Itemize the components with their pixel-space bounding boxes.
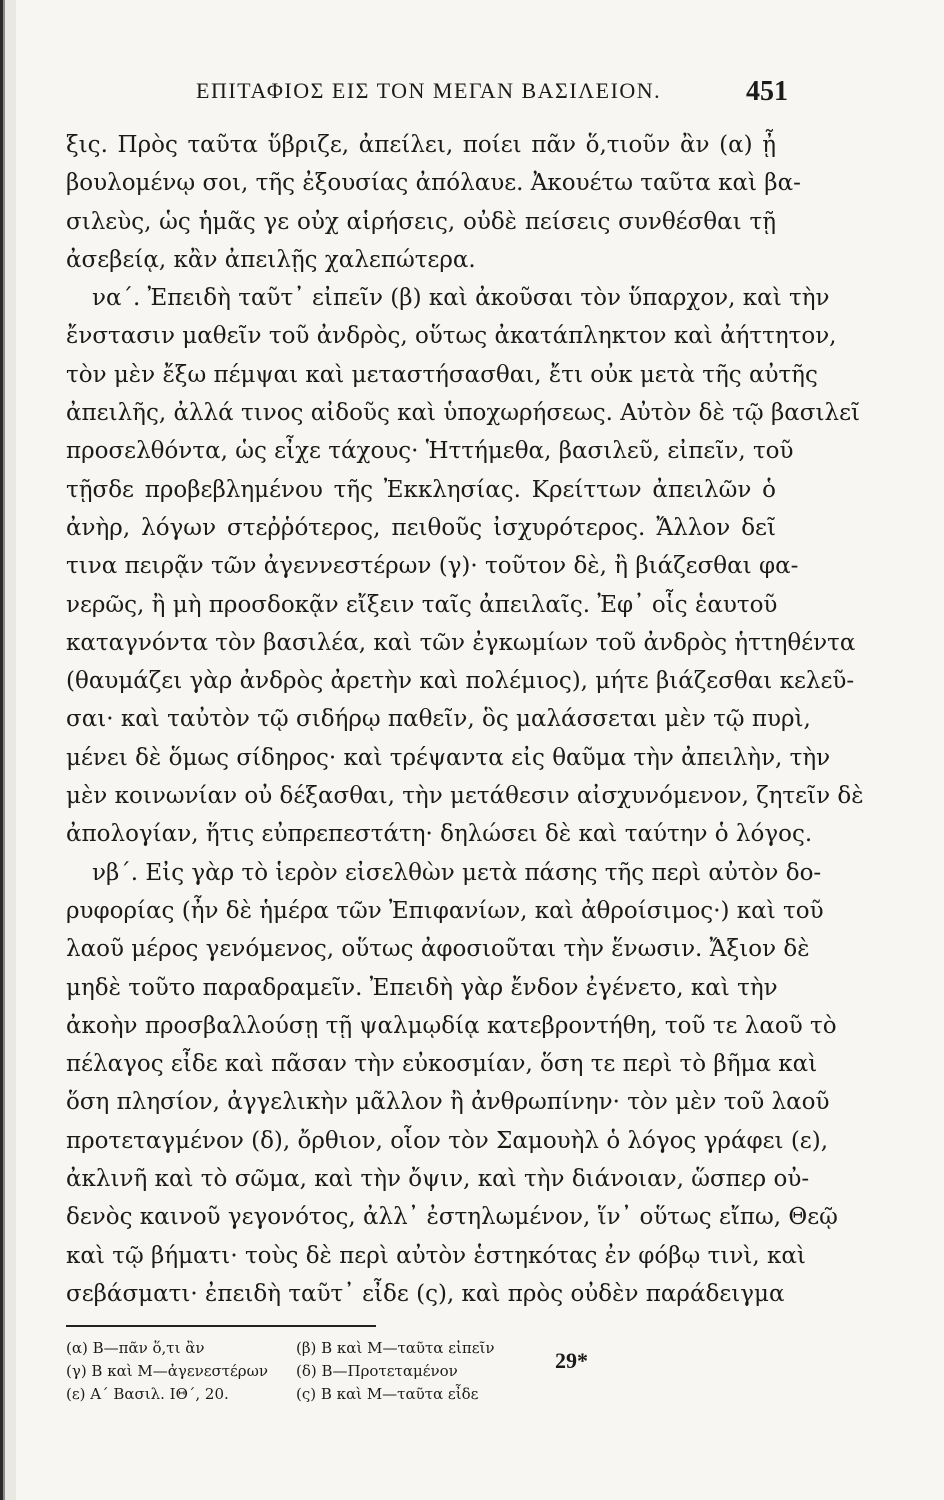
- text-line: τὸν μὲν ἔξω πέμψαι καὶ μεταστήσασθαι, ἔτι οὐκ μετὰ τῆς αὐτῆς: [66, 361, 818, 388]
- text-line: ρυφορίας (ἦν δὲ ἡμέρα τῶν Ἐπιφανίων, καὶ ἀθροίσιμος·) καὶ τοῦ: [66, 897, 824, 924]
- footnote-row: [66, 1360, 776, 1383]
- text-line: ἀσεβείᾳ, κἂν ἀπειλῇς χαλεπώτερα.: [66, 246, 476, 273]
- footnote: (δ) Β—Προτεταμένον: [296, 1362, 458, 1381]
- text-line: σεβάσματι· ἐπειδὴ ταῦτ᾽ εἶδε (ς), καὶ πρὸς οὐδὲν παράδειγμα: [66, 1280, 785, 1307]
- text-line: προσελθόντα, ὡς εἶχε τάχους· Ἡττήμεθα, βασιλεῦ, εἰπεῖν, τοῦ: [66, 438, 794, 465]
- text-line: σιλεὺς, ὡς ἡμᾶς γε οὐχ αἱρήσεις, οὐδὲ πείσεις συνθέσθαι τῇ: [66, 208, 776, 235]
- footnote: (ς) Β καὶ Μ—ταῦτα εἶδε: [296, 1385, 479, 1404]
- text-line: λαοῦ μέρος γενόμενος, οὕτως ἀφοσιοῦται τὴν ἕνωσιν. Ἄξιον δὲ: [66, 936, 810, 963]
- text-line: βουλομένῳ σοι, τῆς ἐξουσίας ἀπόλαυε. Ἀκουέτω ταῦτα καὶ βα-: [66, 170, 801, 197]
- footnote: (ε) Α΄ Βασιλ. ΙΘ΄, 20.: [66, 1385, 229, 1404]
- text-line: ἀκλινῆ καὶ τὸ σῶμα, καὶ τὴν ὄψιν, καὶ τὴν διάνοιαν, ὥσπερ οὐ-: [66, 1166, 810, 1193]
- footnote: (α) Β—πᾶν ὅ,τι ἂν: [66, 1339, 205, 1358]
- body-text: [66, 126, 864, 1313]
- text-line: νερῶς, ἢ μὴ προσδοκᾷν εἴξειν ταῖς ἀπειλαῖς. Ἐφ᾽ οἷς ἑαυτοῦ: [66, 591, 778, 618]
- text-line: μηδὲ τοῦτο παραδραμεῖν. Ἐπειδὴ γὰρ ἔνδον ἐγένετο, καὶ τὴν: [66, 974, 778, 1001]
- text-line: νβ΄. Εἰς γὰρ τὸ ἱερὸν εἰσελθὼν μετὰ πάσης τῆς περὶ αὐτὸν δο-: [92, 859, 822, 886]
- footnote: (β) Β καὶ Μ—ταῦτα εἰπεῖν: [296, 1339, 495, 1358]
- text-line: καὶ τῷ βήματι· τοὺς δὲ περὶ αὐτὸν ἑστηκότας ἐν φόβῳ τινὶ, καὶ: [66, 1242, 806, 1269]
- text-line: ξις. Πρὸς ταῦτα ὕβριζε, ἀπείλει, ποίει πᾶν ὅ,τιοῦν ἂν (α) ᾖ: [66, 132, 776, 158]
- text-line: ἀπειλῆς, ἀλλά τινος αἰδοῦς καὶ ὑποχωρήσεως. Αὐτὸν δὲ τῷ βασιλεῖ: [66, 400, 861, 427]
- text-line: ἔνστασιν μαθεῖν τοῦ ἀνδρὸς, οὕτως ἀκατάπληκτον καὶ ἀήττητον,: [66, 323, 837, 350]
- text-line: ἀνὴρ, λόγων στεῤῥότερος, πειθοῦς ἰσχυρότερος. Ἄλλον δεῖ: [66, 514, 776, 541]
- footnote-rule: [66, 1325, 376, 1327]
- footnote-row: [66, 1337, 776, 1360]
- book-page: [66, 76, 864, 1406]
- footnote-row: [66, 1383, 776, 1406]
- text-line: τινα πειρᾷν τῶν ἀγεννεστέρων (γ)· τοῦτον δὲ, ἢ βιάζεσθαι φα-: [66, 553, 799, 580]
- text-line: τῇσδε προβεβλημένου τῆς Ἐκκλησίας. Κρείττων ἀπειλῶν ὁ: [66, 476, 776, 503]
- text-line: μένει δὲ ὅμως σίδηρος· καὶ τρέψαντα εἰς θαῦμα τὴν ἀπειλὴν, τὴν: [66, 744, 831, 771]
- text-line: πέλαγος εἶδε καὶ πᾶσαν τὴν εὐκοσμίαν, ὅση τε περὶ τὸ βῆμα καὶ: [66, 1051, 818, 1078]
- text-line: ἀπολογίαν, ἥτις εὐπρεπεστάτη· δηλώσει δὲ καὶ ταύτην ὁ λόγος.: [66, 821, 813, 848]
- running-head: [66, 76, 788, 122]
- text-line: ὅση πλησίον, ἀγγελικὴν μᾶλλον ἢ ἀνθρωπίνην· τὸν μὲν τοῦ λαοῦ: [66, 1089, 830, 1116]
- footnotes: [66, 1337, 776, 1406]
- page-number: 451: [746, 76, 788, 107]
- text-line: ἀκοὴν προσβαλλούσῃ τῇ ψαλμῳδίᾳ κατεβροντήθη, τοῦ τε λαοῦ τὸ: [66, 1012, 837, 1039]
- text-line: δενὸς καινοῦ γεγονότος, ἀλλ᾽ ἐστηλωμένον, ἵν᾽ οὕτως εἴπω, Θεῷ: [66, 1204, 838, 1231]
- footnote: (γ) Β καὶ Μ—ἀγενεστέρων: [66, 1362, 268, 1381]
- text-line: μὲν κοινωνίαν οὐ δέξασθαι, τὴν μετάθεσιν αἰσχυνόμενον, ζητεῖν δὲ: [66, 783, 864, 810]
- text-line: να΄. Ἐπειδὴ ταῦτ᾽ εἰπεῖν (β) καὶ ἀκοῦσαι τὸν ὕπαρχον, καὶ τὴν: [92, 285, 830, 312]
- text-line: σαι· καὶ ταὐτὸν τῷ σιδήρῳ παθεῖν, ὃς μαλάσσεται μὲν τῷ πυρὶ,: [66, 706, 811, 733]
- running-title: ΕΠΙΤΑΦΙΟΣ ΕΙΣ ΤΟΝ ΜΕΓΑΝ ΒΑΣΙΛΕΙΟΝ.: [196, 78, 662, 103]
- text-line: (θαυμάζει γὰρ ἀνδρὸς ἀρετὴν καὶ πολέμιος), μήτε βιάζεσθαι κελεῦ-: [66, 668, 855, 695]
- text-line: προτεταγμένον (δ), ὄρθιον, οἷον τὸν Σαμουὴλ ὁ λόγος γράφει (ε),: [66, 1127, 829, 1154]
- signature-mark: 29*: [555, 1348, 588, 1373]
- text-line: καταγνόντα τὸν βασιλέα, καὶ τῶν ἐγκωμίων τοῦ ἀνδρὸς ἡττηθέντα: [66, 629, 856, 656]
- page-edge: [0, 0, 16, 1500]
